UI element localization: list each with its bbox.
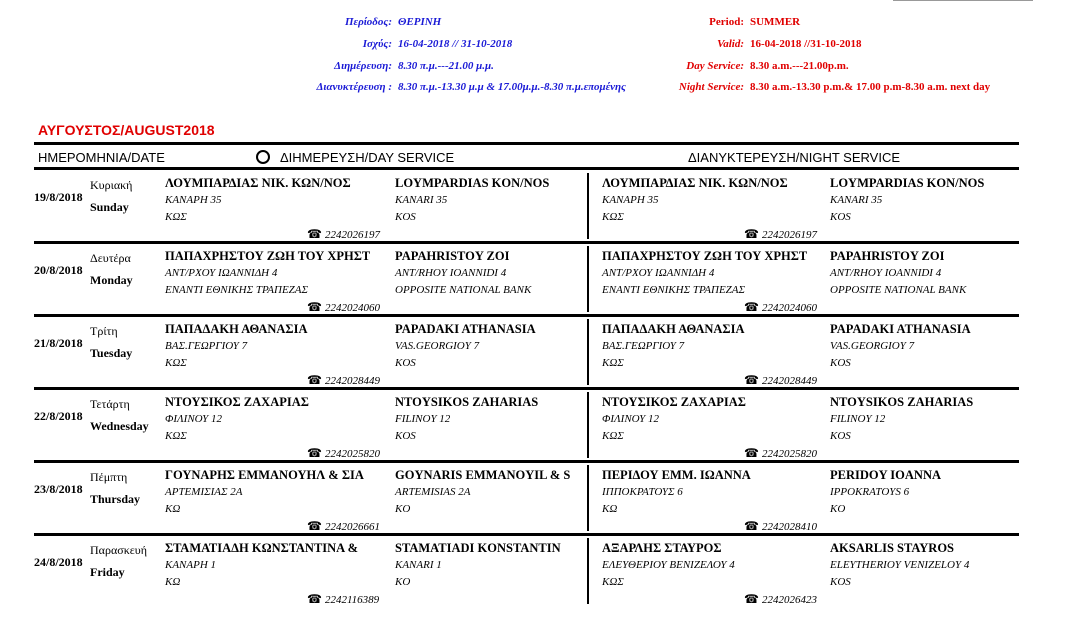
night-pharmacy-name-greek: ΑΞΑΡΛΗΣ ΣΤΑΥΡΟΣ — [602, 541, 722, 555]
night-address-line1-greek: ΑΝΤ/ΡΧΟΥ ΙΩΑΝΝΙΔΗ 4 — [602, 267, 715, 279]
day-address-line1-greek: ΚΑΝΑΡΗ 1 — [165, 559, 217, 571]
day-address-line1-english: VAS.GEORGIOY 7 — [395, 340, 480, 352]
row-day-greek: Δευτέρα — [90, 251, 131, 265]
night-address-line1-greek: ΦΙΛΙΝΟΥ 12 — [602, 413, 660, 425]
night-pharmacy-name-greek: ΠΑΠΑΔΑΚΗ ΑΘΑΝΑΣΙΑ — [602, 322, 745, 336]
night-pharmacy-name-greek: ΛΟΥΜΠΑΡΔΙΑΣ ΝΙΚ. ΚΩΝ/ΝΟΣ — [602, 176, 788, 190]
day-pharmacy-name-greek: ΣΤΑΜΑΤΙΑΔΗ ΚΩΝΣΤΑΝΤΙΝΑ & — [165, 541, 359, 555]
phone-icon: ☎ — [744, 519, 759, 533]
day-phone-number: 2242025820 — [324, 448, 380, 460]
month-title: ΑΥΓΟΥΣΤΟΣ/AUGUST2018 — [38, 122, 215, 138]
header-en-label: Valid: — [717, 38, 744, 50]
phone-icon: ☎ — [744, 300, 759, 314]
night-address-line2-english: KOS — [830, 430, 851, 442]
night-phone — [744, 300, 817, 315]
header-gr-value: 8.30 π.μ.-13.30 μ.μ & 17.00μ.μ.-8.30 π.μ.επομένης — [398, 81, 626, 93]
row-day-english: Tuesday — [90, 346, 133, 360]
night-pharmacy-name-greek: ΠΑΠΑΧΡΗΣΤΟΥ ΖΩΗ ΤΟΥ ΧΡΗΣΤ — [602, 249, 808, 263]
row-day-greek: Παρασκευή — [90, 543, 147, 557]
row-day-english: Wednesday — [90, 419, 149, 433]
row-date: 23/8/2018 — [34, 482, 83, 496]
night-address-line1-english: IPPOKRATOYS 6 — [830, 486, 910, 498]
day-pharmacy-name-greek: ΠΑΠΑΧΡΗΣΤΟΥ ΖΩΗ ΤΟΥ ΧΡΗΣΤ — [165, 249, 371, 263]
row-day-english: Thursday — [90, 492, 141, 506]
phone-icon: ☎ — [307, 592, 322, 606]
header-gr-label: Ισχύς: — [362, 38, 392, 50]
night-phone-number: 2242025820 — [761, 448, 817, 460]
phone-icon: ☎ — [307, 373, 322, 387]
day-address-line2-english: OPPOSITE NATIONAL BANK — [395, 284, 532, 296]
column-separator — [587, 465, 589, 531]
row-day-greek: Κυριακή — [90, 178, 133, 192]
header-gr-row — [300, 81, 626, 93]
night-phone — [744, 373, 817, 388]
night-pharmacy-name-english: LOYMPARDIAS KON/NOS — [830, 176, 985, 190]
day-phone — [307, 592, 379, 607]
header-en-value: SUMMER — [750, 16, 801, 28]
phone-icon: ☎ — [744, 227, 759, 241]
day-address-line2-english: KO — [395, 503, 411, 515]
night-pharmacy-name-english: AKSARLIS STAYROS — [830, 541, 955, 555]
phone-icon: ☎ — [744, 373, 759, 387]
row-date: 22/8/2018 — [34, 409, 83, 423]
day-phone — [307, 446, 380, 461]
table-row — [34, 317, 1019, 390]
night-phone — [744, 592, 817, 607]
night-address-line2-english: OPPOSITE NATIONAL BANK — [830, 284, 967, 296]
row-date: 19/8/2018 — [34, 190, 83, 204]
column-separator — [587, 392, 589, 458]
column-header-day-service: ΔΙΗΜΕΡΕΥΣΗ/DAY SERVICE — [280, 150, 455, 165]
row-date: 24/8/2018 — [34, 555, 83, 569]
day-address-line2-english: KOS — [395, 430, 416, 442]
day-address-line1-greek: ΒΑΣ.ΓΕΩΡΓΙΟΥ 7 — [165, 340, 248, 352]
header-en-row — [660, 60, 849, 72]
header-gr-label: Διανυκτέρευση : — [316, 81, 392, 93]
night-address-line2-greek: ΕΝΑΝΤΙ ΕΘΝΙΚΗΣ ΤΡΑΠΕΖΑΣ — [602, 284, 746, 296]
table-row — [34, 536, 1019, 609]
header-en-row — [660, 38, 862, 50]
day-phone-number: 2242116389 — [324, 594, 380, 606]
day-address-line1-greek: ΚΑΝΑΡΗ 35 — [165, 194, 222, 206]
day-address-line1-english: KANARI 35 — [395, 194, 448, 206]
table-row — [34, 390, 1019, 463]
night-address-line2-english: KOS — [830, 576, 851, 588]
day-address-line2-english: KOS — [395, 211, 416, 223]
column-separator — [587, 319, 589, 385]
day-address-line2-greek: ΚΩ — [165, 503, 181, 515]
header-en-row — [660, 81, 991, 93]
row-day-greek: Πέμπτη — [90, 470, 128, 484]
phone-icon: ☎ — [744, 592, 759, 606]
night-address-line2-english: KOS — [830, 211, 851, 223]
header-en-value: 8.30 a.m.-13.30 p.m.& 17.00 p.m-8.30 a.m. next day — [750, 81, 991, 93]
night-phone-number: 2242026197 — [761, 229, 817, 241]
day-pharmacy-name-greek: ΠΑΠΑΔΑΚΗ ΑΘΑΝΑΣΙΑ — [165, 322, 308, 336]
night-address-line2-english: KOS — [830, 357, 851, 369]
night-address-line1-english: ANT/RHOY IOANNIDI 4 — [830, 267, 942, 279]
header-gr-row — [300, 38, 513, 50]
header-gr-value: ΘΕΡΙΝΗ — [398, 16, 442, 28]
day-address-line1-english: KANARI 1 — [395, 559, 442, 571]
night-phone — [744, 227, 817, 242]
night-address-line1-english: FILINOY 12 — [830, 413, 886, 425]
table-row — [34, 244, 1019, 317]
day-pharmacy-name-english: STAMATIADI KONSTANTIN — [395, 541, 561, 555]
night-phone — [744, 446, 817, 461]
header-gr-label: Περίοδος: — [345, 16, 392, 28]
header-en-label: Day Service: — [686, 60, 744, 72]
night-pharmacy-name-english: PAPAHRISTOY ZOI — [830, 249, 945, 263]
day-pharmacy-name-greek: ΝΤΟΥΣΙΚΟΣ ΖΑΧΑΡΙΑΣ — [165, 395, 309, 409]
night-address-line1-greek: ΙΠΠΟΚΡΑΤΟΥΣ 6 — [602, 486, 683, 498]
night-address-line1-english: KANARI 35 — [830, 194, 883, 206]
header-gr-value: 16-04-2018 // 31-10-2018 — [398, 38, 513, 50]
header-gr-row — [300, 16, 442, 28]
day-address-line1-english: ANT/RHOY IOANNIDI 4 — [395, 267, 507, 279]
column-separator — [587, 246, 589, 312]
row-day-greek: Τετάρτη — [90, 397, 130, 411]
table-row — [34, 463, 1019, 536]
row-date: 21/8/2018 — [34, 336, 83, 350]
night-address-line2-english: KO — [830, 503, 846, 515]
table-top-rule — [34, 142, 1019, 145]
day-pharmacy-name-english: LOYMPARDIAS KON/NOS — [395, 176, 550, 190]
day-pharmacy-name-english: GOYNARIS EMMANOYIL & S — [395, 468, 571, 482]
column-header-date: ΗΜΕΡΟΜΗΝΙΑ/DATE — [38, 150, 165, 165]
day-pharmacy-name-english: PAPAHRISTOY ZOI — [395, 249, 510, 263]
day-phone — [307, 300, 380, 315]
night-address-line2-greek: ΚΩΣ — [602, 211, 624, 223]
night-pharmacy-name-english: PAPADAKI ATHANASIA — [830, 322, 971, 336]
day-address-line2-greek: ΚΩΣ — [165, 430, 187, 442]
night-address-line1-greek: ΕΛΕΥΘΕΡΙΟΥ ΒΕΝΙΖΕΛΟΥ 4 — [602, 559, 735, 571]
night-phone-number: 2242024060 — [761, 302, 817, 314]
column-separator — [587, 173, 589, 239]
header-en-value: 8.30 a.m.---21.00p.m. — [750, 60, 849, 72]
day-address-line2-english: KO — [395, 576, 411, 588]
header-bottom-rule — [34, 167, 1019, 170]
header-en-row — [660, 16, 801, 28]
day-phone — [307, 519, 380, 534]
day-phone-number: 2242028449 — [324, 375, 380, 387]
day-address-line1-english: ARTEMISIAS 2A — [395, 486, 471, 498]
night-pharmacy-name-greek: ΠΕΡΙΔΟΥ ΕΜΜ. ΙΩΑΝΝΑ — [602, 468, 751, 482]
day-address-line1-greek: ΑΝΤ/ΡΧΟΥ ΙΩΑΝΝΙΔΗ 4 — [165, 267, 278, 279]
night-phone-number: 2242026423 — [761, 594, 817, 606]
day-phone-number: 2242026197 — [324, 229, 380, 241]
day-phone-number: 2242024060 — [324, 302, 380, 314]
table-row — [34, 171, 1019, 244]
header-gr-label: Διημέρευση: — [334, 60, 392, 72]
day-address-line2-greek: ΚΩΣ — [165, 211, 187, 223]
night-address-line2-greek: ΚΩΣ — [602, 430, 624, 442]
day-pharmacy-name-greek: ΓΟΥΝΑΡΗΣ ΕΜΜΑΝΟΥΗΛ & ΣΙΑ — [165, 468, 364, 482]
row-day-english: Monday — [90, 273, 133, 287]
day-phone-number: 2242026661 — [324, 521, 380, 533]
day-address-line1-greek: ΑΡΤΕΜΙΣΙΑΣ 2Α — [165, 486, 243, 498]
day-pharmacy-name-english: NTOYSIKOS ZAHARIAS — [395, 395, 539, 409]
row-date: 20/8/2018 — [34, 263, 83, 277]
day-phone — [307, 227, 380, 242]
phone-icon: ☎ — [307, 227, 322, 241]
night-pharmacy-name-english: PERIDOY IOANNA — [830, 468, 941, 482]
day-address-line2-greek: ΚΩ — [165, 576, 181, 588]
top-rule — [893, 0, 1033, 1]
row-day-english: Friday — [90, 565, 125, 579]
night-pharmacy-name-english: NTOYSIKOS ZAHARIAS — [830, 395, 974, 409]
day-address-line1-greek: ΦΙΛΙΝΟΥ 12 — [165, 413, 223, 425]
night-address-line2-greek: ΚΩ — [602, 503, 618, 515]
night-address-line1-english: VAS.GEORGIOY 7 — [830, 340, 915, 352]
night-address-line2-greek: ΚΩΣ — [602, 357, 624, 369]
night-phone-number: 2242028410 — [761, 521, 817, 533]
night-address-line2-greek: ΚΩΣ — [602, 576, 624, 588]
phone-icon: ☎ — [307, 446, 322, 460]
day-pharmacy-name-greek: ΛΟΥΜΠΑΡΔΙΑΣ ΝΙΚ. ΚΩΝ/ΝΟΣ — [165, 176, 351, 190]
header-gr-row — [300, 60, 494, 72]
row-day-english: Sunday — [90, 200, 129, 214]
header-gr-value: 8.30 π.μ.---21.00 μ.μ. — [398, 60, 494, 72]
day-address-line2-greek: ΕΝΑΝΤΙ ΕΘΝΙΚΗΣ ΤΡΑΠΕΖΑΣ — [165, 284, 309, 296]
day-address-line2-greek: ΚΩΣ — [165, 357, 187, 369]
night-phone-number: 2242028449 — [761, 375, 817, 387]
day-address-line1-english: FILINOY 12 — [395, 413, 451, 425]
column-separator — [587, 538, 589, 604]
phone-icon: ☎ — [307, 519, 322, 533]
header-en-label: Period: — [709, 16, 744, 28]
row-day-greek: Τρίτη — [90, 324, 118, 338]
day-pharmacy-name-english: PAPADAKI ATHANASIA — [395, 322, 536, 336]
night-pharmacy-name-greek: ΝΤΟΥΣΙΚΟΣ ΖΑΧΑΡΙΑΣ — [602, 395, 746, 409]
day-address-line2-english: KOS — [395, 357, 416, 369]
night-phone — [744, 519, 817, 534]
circle-icon — [256, 150, 270, 164]
phone-icon: ☎ — [307, 300, 322, 314]
column-header-night-service: ΔΙΑΝΥΚΤΕΡΕΥΣΗ/NIGHT SERVICE — [688, 150, 901, 165]
night-address-line1-greek: ΚΑΝΑΡΗ 35 — [602, 194, 659, 206]
night-address-line1-english: ELEYTHERIOY VENIZELOY 4 — [830, 559, 970, 571]
header-en-value: 16-04-2018 //31-10-2018 — [750, 38, 862, 50]
day-phone — [307, 373, 380, 388]
header-en-label: Night Service: — [678, 81, 744, 93]
phone-icon: ☎ — [744, 446, 759, 460]
night-address-line1-greek: ΒΑΣ.ΓΕΩΡΓΙΟΥ 7 — [602, 340, 685, 352]
